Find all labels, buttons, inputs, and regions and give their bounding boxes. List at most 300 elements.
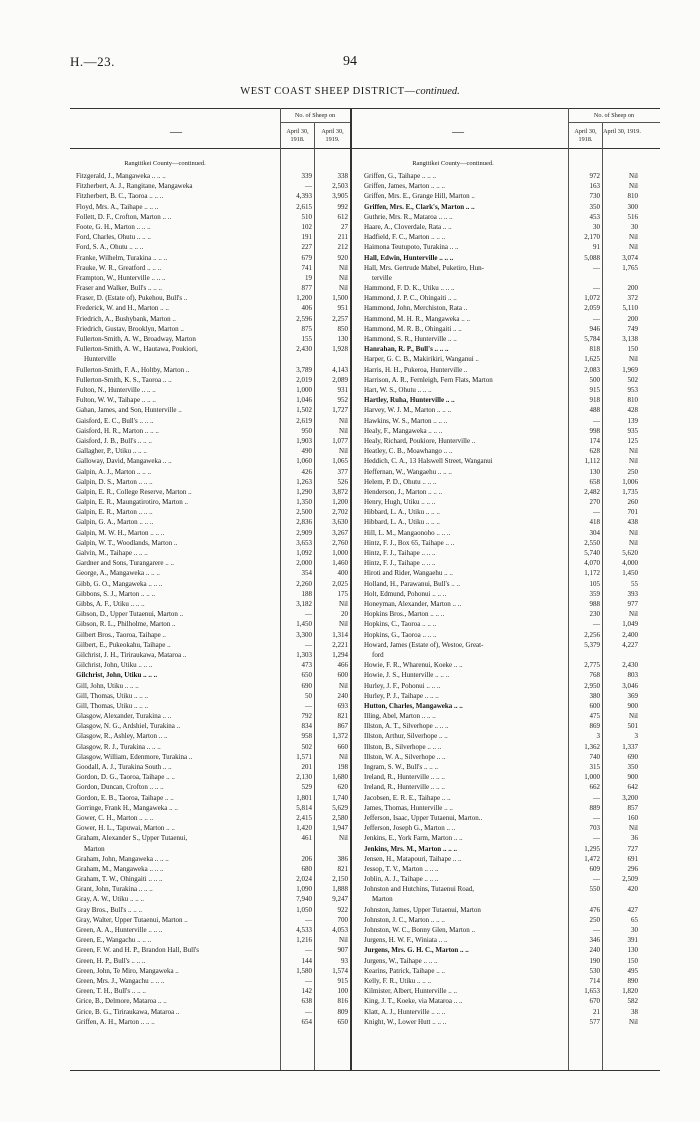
owner-name: Ford, S. A., Ohutu .. .. .. bbox=[76, 243, 144, 252]
sheep-count-1919: 427 bbox=[627, 905, 638, 914]
sheep-count-1918: 5,814 bbox=[296, 803, 312, 812]
sheep-count-1918: 201 bbox=[301, 763, 312, 772]
sheep-count-1919: 620 bbox=[337, 783, 348, 792]
sheep-count-1918: 270 bbox=[589, 498, 600, 507]
sheep-count-1919: 857 bbox=[627, 803, 638, 812]
sheep-count-1919: 2,025 bbox=[332, 579, 348, 588]
owner-name: Gaisford, J. B., Bull's .. .. .. bbox=[76, 436, 152, 445]
sheep-count-1919: 2,580 bbox=[332, 813, 348, 822]
owner-name: Gaisford, E. C., Bull's .. .. .. bbox=[76, 416, 154, 425]
sheep-count-1918: 476 bbox=[589, 905, 600, 914]
sheep-count-1918: 875 bbox=[301, 324, 312, 333]
sheep-count-1918: — bbox=[593, 284, 600, 293]
sheep-count-1918: 818 bbox=[589, 345, 600, 354]
sheep-count-1918: 972 bbox=[589, 172, 600, 180]
sheep-count-1919: 400 bbox=[337, 569, 348, 578]
page-number: 94 bbox=[343, 54, 357, 69]
sheep-count-1919: 150 bbox=[627, 345, 638, 354]
sheep-count-1918: — bbox=[593, 875, 600, 884]
sheep-count-1919: 55 bbox=[631, 579, 638, 588]
owner-name: Honeyman, Alexander, Marton .. .. bbox=[364, 599, 462, 608]
sheep-count-1918: 3,182 bbox=[296, 599, 312, 608]
owner-name: Gray, A. W., Utiku .. .. .. bbox=[76, 895, 144, 904]
owner-name: Graham, T. W., Ohingaiti .. .. .. bbox=[76, 875, 163, 884]
sheep-count-1919: 1,077 bbox=[332, 436, 348, 445]
sheep-count-1918: 2,836 bbox=[296, 518, 312, 527]
owner-name: Hopkins, C., Taoroa .. .. .. bbox=[364, 620, 437, 629]
april-1918-header: April 30, 1918. bbox=[286, 128, 309, 143]
owner-name: Fulton, W. W., Taihape .. .. .. bbox=[76, 396, 156, 405]
sheep-count-1918: 918 bbox=[589, 396, 600, 405]
owner-name: Gilbert Bros., Taoroa, Taihape .. bbox=[76, 630, 166, 639]
sheep-count-1919: 3,872 bbox=[332, 487, 348, 496]
sheep-count-1918: 2,170 bbox=[584, 233, 600, 242]
sheep-count-1918: 4,070 bbox=[584, 559, 600, 568]
sheep-count-1919: 30 bbox=[631, 926, 638, 935]
sheep-count-1919: 1,765 bbox=[622, 263, 638, 272]
sheep-count-1918: 915 bbox=[589, 385, 600, 394]
sheep-count-1918: 1,580 bbox=[296, 966, 312, 975]
owner-name: Jurgens, H. W. F., Winiata .. .. bbox=[364, 936, 448, 945]
sheep-count-1919: 369 bbox=[627, 691, 638, 700]
owner-name: Gilchrist, John, Utiku .. .. .. bbox=[76, 671, 158, 680]
owner-name: Goodall, A. J., Turakina South .. .. bbox=[76, 763, 172, 772]
owner-name: Fitzgerald, J., Mangaweka .. .. .. bbox=[76, 172, 166, 180]
owner-name: Haimona Teutupoto, Turakina .. .. bbox=[364, 243, 459, 252]
owner-name: Healy, Richard, Poukiore, Hunterville .. bbox=[364, 436, 476, 445]
sheep-count-1919: 1,735 bbox=[622, 487, 638, 496]
sheep-count-1918: 1,625 bbox=[584, 355, 600, 364]
sheep-count-1918: 662 bbox=[589, 783, 600, 792]
sheep-count-1919: 93 bbox=[341, 956, 348, 965]
sheep-count-1919: 3,630 bbox=[332, 518, 348, 527]
owner-name: Jurgens, Mrs. G. H. C., Marton .. .. bbox=[364, 946, 469, 955]
sheep-count-1918: 1,303 bbox=[296, 650, 312, 659]
owner-name: Friedrich, A., Bushybank, Marton .. bbox=[76, 314, 176, 323]
sheep-count-1918: 577 bbox=[589, 1017, 600, 1026]
sheep-count-1919: 727 bbox=[627, 844, 638, 853]
sheep-count-1919: 915 bbox=[337, 977, 348, 985]
owner-name: Gaisford, H. R., Marton .. .. .. bbox=[76, 426, 159, 435]
owner-name: Gill, Thomas, Utiku .. .. .. bbox=[76, 701, 149, 710]
sheep-count-1919: 386 bbox=[337, 854, 348, 863]
sheep-count-1919: 701 bbox=[627, 508, 638, 517]
sheep-count-1918: 1,295 bbox=[584, 844, 600, 853]
sheep-count-1918: 2,024 bbox=[296, 875, 312, 884]
sheep-count-1918: — bbox=[305, 977, 312, 985]
sheep-count-1918: 946 bbox=[589, 324, 600, 333]
sheep-count-1919: 4,227 bbox=[622, 640, 638, 649]
owner-name: Graham, John, Mangaweka .. .. .. bbox=[76, 854, 169, 863]
sheep-count-1918: 510 bbox=[301, 212, 312, 221]
sheep-count-1918: — bbox=[593, 508, 600, 517]
sheep-count-1919: 211 bbox=[337, 233, 348, 242]
sheep-count-1918: 1,050 bbox=[296, 905, 312, 914]
owner-name: Gower, C. H., Marton .. .. .. bbox=[76, 813, 154, 822]
sheep-count-1918: 2,260 bbox=[296, 579, 312, 588]
owner-name: Glasgow, R. J., Turakina .. .. .. bbox=[76, 742, 161, 751]
sheep-count-1918: 958 bbox=[301, 732, 312, 741]
sheep-count-1919: Nil bbox=[339, 273, 348, 282]
sheep-count-1919: 1,500 bbox=[332, 294, 348, 303]
sheep-count-1918: 30 bbox=[593, 222, 600, 231]
owner-name: Grice, B. G., Tiriraukawa, Mataroa .. bbox=[76, 1007, 180, 1016]
sheep-count-1919: 2,221 bbox=[332, 640, 348, 649]
sheep-count-1919: 5,629 bbox=[332, 803, 348, 812]
sheep-count-1919: 200 bbox=[627, 284, 638, 293]
sheep-count-1918: 628 bbox=[589, 447, 600, 456]
sheep-count-header: No. of Sheep on bbox=[294, 112, 336, 119]
owner-name: Gibb, G. O., Mangaweka .. .. .. bbox=[76, 579, 163, 588]
sheep-count-1918: 5,088 bbox=[584, 253, 600, 262]
sheep-count-1918: 550 bbox=[589, 885, 600, 894]
sheep-count-1918: 988 bbox=[589, 599, 600, 608]
owner-name: Jenkins, Mrs. M., Marton .. .. .. bbox=[364, 844, 457, 853]
sheep-count-1918: 350 bbox=[589, 202, 600, 211]
owner-name: Gill, Thomas, Utiku .. .. .. bbox=[76, 691, 149, 700]
sheep-count-1919: Nil bbox=[629, 528, 638, 537]
sheep-count-1919: Nil bbox=[339, 834, 348, 843]
sheep-count-1918: — bbox=[305, 915, 312, 924]
owner-name: Helem, P. D., Ohutu .. .. .. bbox=[364, 477, 437, 486]
owner-name: Fullerton-Smith, A. W., Broadway, Marton bbox=[76, 335, 196, 344]
table-header-rule bbox=[70, 148, 660, 149]
sheep-count-1919: 2,503 bbox=[332, 182, 348, 191]
owner-name: Hopkins, G., Taoroa .. .. .. bbox=[364, 630, 437, 639]
owner-name: Fraser and Walker, Bull's .. .. .. bbox=[76, 284, 163, 293]
sheep-count-1918: 1,000 bbox=[584, 773, 600, 782]
owner-name: Haare, A., Cloverdale, Rata .. .. bbox=[364, 222, 452, 231]
owner-name: Green, John, Te Miro, Mangaweka .. bbox=[76, 966, 179, 975]
sheep-count-1919: 1,450 bbox=[622, 569, 638, 578]
owner-name: Hurley, P. J., Taihape .. .. .. bbox=[364, 691, 439, 700]
sheep-count-1918: 1,060 bbox=[296, 457, 312, 466]
sheep-count-1918: 190 bbox=[589, 956, 600, 965]
sheep-count-1918: 869 bbox=[589, 722, 600, 731]
owner-name: Frederick, W. and H., Marton .. .. bbox=[76, 304, 169, 313]
owner-name: Green, E., Wangachu .. .. .. bbox=[76, 936, 152, 945]
owner-name: Jessop, T. V., Marton .. .. .. bbox=[364, 864, 439, 873]
sheep-count-1918: 2,083 bbox=[584, 365, 600, 374]
owner-name: Marton bbox=[84, 844, 105, 853]
sheep-count-1918: 834 bbox=[301, 722, 312, 731]
sheep-count-1919: 650 bbox=[337, 1017, 348, 1026]
sheep-count-1918: 609 bbox=[589, 864, 600, 873]
sheep-count-1919: 139 bbox=[627, 416, 638, 425]
sheep-count-1918: 3,300 bbox=[296, 630, 312, 639]
sheep-count-1918: 105 bbox=[589, 579, 600, 588]
owner-name: Hall, Mrs. Gertrude Mabel, Puketiro, Hun- bbox=[364, 263, 484, 272]
owner-name: Gill, John, Utiku .. .. .. bbox=[76, 681, 139, 690]
sheep-count-1918: 1,362 bbox=[584, 742, 600, 751]
owner-name: Gilbert, E., Pukeokahu, Taihape .. bbox=[76, 640, 171, 649]
section-heading: Rangitikei County—continued. bbox=[124, 160, 206, 167]
sheep-count-1919: Nil bbox=[629, 824, 638, 833]
sheep-count-1918: 1,290 bbox=[296, 487, 312, 496]
sheep-count-1919: 3 bbox=[634, 732, 638, 741]
owner-name: Glasgow, N. G., Ardshiel, Turakina .. bbox=[76, 722, 181, 731]
sheep-count-1919: 1,727 bbox=[332, 406, 348, 415]
sheep-count-1918: 529 bbox=[301, 783, 312, 792]
sheep-count-1919: 438 bbox=[627, 518, 638, 527]
sheep-count-1919: 65 bbox=[631, 915, 638, 924]
owner-name: Johnston, James, Upper Tutaenui, Marton bbox=[364, 905, 481, 914]
owner-name: Gray Bros., Bull's .. .. .. bbox=[76, 905, 143, 914]
sheep-count-1918: 1,046 bbox=[296, 396, 312, 405]
sheep-count-1919: 150 bbox=[627, 956, 638, 965]
owner-name: Floyd, Mrs. A., Taihape .. .. .. bbox=[76, 202, 159, 211]
sheep-count-1918: 2,615 bbox=[296, 202, 312, 211]
sheep-count-1919: 1,314 bbox=[332, 630, 348, 639]
sheep-count-1919: Nil bbox=[629, 172, 638, 180]
sheep-count-1919: 809 bbox=[337, 1007, 348, 1016]
owner-name: Fullerton-Smith, K. S., Taoroa .. .. bbox=[76, 375, 172, 384]
sheep-count-1918: — bbox=[593, 834, 600, 843]
owner-name: Galpin, E. R., Maungatirotiro, Marton .. bbox=[76, 498, 188, 507]
sheep-count-1919: 250 bbox=[627, 467, 638, 476]
sheep-count-1918: 714 bbox=[589, 977, 600, 985]
sheep-count-1918: 1,472 bbox=[584, 854, 600, 863]
sheep-count-1919: 1,888 bbox=[332, 885, 348, 894]
sheep-count-1918: — bbox=[305, 946, 312, 955]
sheep-count-1919: 20 bbox=[341, 610, 348, 619]
sheep-count-1918: 650 bbox=[301, 671, 312, 680]
sheep-count-1918: 2,000 bbox=[296, 559, 312, 568]
sheep-count-1918: 2,775 bbox=[584, 661, 600, 670]
owner-name: Fulton, N., Hunterville .. .. .. bbox=[76, 385, 156, 394]
sheep-count-1919: Nil bbox=[339, 620, 348, 629]
sheep-count-1919: 198 bbox=[337, 763, 348, 772]
sheep-count-1918: — bbox=[305, 640, 312, 649]
sheep-count-1919: 350 bbox=[627, 763, 638, 772]
owner-name: Frampton, W., Hunterville .. .. .. bbox=[76, 273, 166, 282]
owner-name: Illston, B., Silverhope .. .. .. bbox=[364, 742, 442, 751]
owner-name: Hammond, M. R. B., Ohingaiti .. .. bbox=[364, 324, 462, 333]
owner-name: Henderson, J., Marton .. .. .. bbox=[364, 487, 443, 496]
sheep-count-1919: Nil bbox=[339, 416, 348, 425]
sheep-count-1918: — bbox=[593, 620, 600, 629]
owner-name: Griffen, G., Taihape .. .. .. bbox=[364, 172, 436, 180]
sheep-count-1918: 768 bbox=[589, 671, 600, 680]
sheep-count-1919: 9,247 bbox=[332, 895, 348, 904]
sheep-count-1919: Nil bbox=[629, 1017, 638, 1026]
sheep-count-1919: Nil bbox=[629, 355, 638, 364]
sheep-count-1918: 339 bbox=[301, 172, 312, 180]
owner-name: Griffen, Mrs. E., Clark's, Marton .. .. bbox=[364, 202, 475, 211]
owner-name: Klatt, A. J., Hunterville .. .. .. bbox=[364, 1007, 446, 1016]
sheep-count-1919: 900 bbox=[627, 701, 638, 710]
sheep-count-1919: Nil bbox=[339, 284, 348, 293]
sheep-count-1919: 803 bbox=[627, 671, 638, 680]
column-divider bbox=[602, 122, 603, 1070]
sheep-count-1918: 227 bbox=[301, 243, 312, 252]
owner-name: Hibbard, L. A., Utiku .. .. .. bbox=[364, 518, 440, 527]
sheep-count-1919: Nil bbox=[629, 182, 638, 191]
owner-name: Follett, D. F., Crofton, Marton .. .. bbox=[76, 212, 172, 221]
sheep-count-1918: 91 bbox=[593, 243, 600, 252]
owner-name: Gordon, E. B., Taoroa, Taihape .. .. bbox=[76, 793, 174, 802]
column-divider bbox=[314, 122, 315, 1070]
sheep-count-1918: 1,072 bbox=[584, 294, 600, 303]
owner-name: Green, H. P., Bull's .. .. .. bbox=[76, 956, 146, 965]
sheep-count-1918: 359 bbox=[589, 589, 600, 598]
sheep-count-1919: 1,294 bbox=[332, 650, 348, 659]
sheep-count-1918: 488 bbox=[589, 406, 600, 415]
owner-name: Hibbard, L. A., Utiku .. .. .. bbox=[364, 508, 440, 517]
sheep-count-1918: 889 bbox=[589, 803, 600, 812]
sheep-count-1918: 406 bbox=[301, 304, 312, 313]
sheep-count-1919: 3,267 bbox=[332, 528, 348, 537]
sheep-count-1919: 495 bbox=[627, 966, 638, 975]
sheep-count-1918: 426 bbox=[301, 467, 312, 476]
sheep-count-1919: 300 bbox=[627, 202, 638, 211]
sheep-count-header: No. of Sheep on bbox=[593, 112, 635, 119]
sheep-count-1918: 679 bbox=[301, 253, 312, 262]
sheep-count-1919: 3,074 bbox=[622, 253, 638, 262]
sheep-count-1919: 1,006 bbox=[622, 477, 638, 486]
sheep-count-1918: 2,950 bbox=[584, 681, 600, 690]
sheep-count-1919: 810 bbox=[627, 396, 638, 405]
sheep-count-1919: 900 bbox=[627, 773, 638, 782]
sheep-count-1918: 354 bbox=[301, 569, 312, 578]
sheep-count-1919: 907 bbox=[337, 946, 348, 955]
sheep-count-1918: 2,019 bbox=[296, 375, 312, 384]
sheep-count-1919: Nil bbox=[339, 752, 348, 761]
sheep-count-1919: Nil bbox=[339, 447, 348, 456]
subheader-rule bbox=[568, 122, 660, 123]
sheep-count-1918: 188 bbox=[301, 589, 312, 598]
sheep-count-1918: 453 bbox=[589, 212, 600, 221]
sheep-count-1919: 1,200 bbox=[332, 498, 348, 507]
table-top-rule bbox=[70, 108, 660, 109]
sheep-count-1918: 4,393 bbox=[296, 192, 312, 201]
sheep-count-1918: 1,092 bbox=[296, 549, 312, 558]
sheep-count-1919: 1,049 bbox=[622, 620, 638, 629]
owner-name: Galpin, W. T., Woodlands, Marton .. bbox=[76, 538, 178, 547]
owner-name: Guthrie, Mrs. R., Mataroa .. .. .. bbox=[364, 212, 453, 221]
sheep-count-1919: 212 bbox=[337, 243, 348, 252]
owner-name: Galpin, A. J., Marton .. .. .. bbox=[76, 467, 152, 476]
owner-name: Ingram, S. W., Bull's .. .. .. bbox=[364, 763, 438, 772]
sheep-count-1919: 582 bbox=[627, 997, 638, 1006]
owner-name: Green, T. H., Bull's .. .. .. bbox=[76, 987, 146, 996]
owner-name: Foote, G. H., Marton .. .. .. bbox=[76, 222, 151, 231]
owner-name: Glasgow, Alexander, Turakina .. .. bbox=[76, 712, 172, 721]
sheep-count-1918: 475 bbox=[589, 712, 600, 721]
sheep-count-1918: 250 bbox=[589, 915, 600, 924]
sheep-count-1919: 1,969 bbox=[622, 365, 638, 374]
sheep-count-1918: 1,000 bbox=[296, 385, 312, 394]
owner-name: Hartley, Ruha, Hunterville .. .. bbox=[364, 396, 455, 405]
owner-name: Fitzherbert, A. J., Rangitane, Mangaweka bbox=[76, 182, 193, 191]
owner-name: Hammond, M. H. R., Mangaweka .. .. bbox=[364, 314, 470, 323]
owner-name: Marton bbox=[372, 895, 393, 904]
sheep-count-1918: 1,420 bbox=[296, 824, 312, 833]
sheep-count-1918: 19 bbox=[305, 273, 312, 282]
sheep-count-1919: 391 bbox=[627, 936, 638, 945]
owner-name: Hopkins Bros., Marton .. .. .. bbox=[364, 610, 445, 619]
april-1918-header: April 30, 1918. bbox=[574, 128, 597, 143]
center-divider bbox=[350, 108, 352, 1070]
owner-name: Howie, F. R., Wharenui, Koeke .. .. bbox=[364, 661, 463, 670]
sheep-count-1919: 502 bbox=[627, 375, 638, 384]
sheep-count-1918: 380 bbox=[589, 691, 600, 700]
sheep-count-1918: — bbox=[305, 1007, 312, 1016]
owner-name: Griffen, James, Marton .. .. .. bbox=[364, 182, 445, 191]
owner-name: Johnston and Hutchins, Tutaenui Road, bbox=[364, 885, 475, 894]
owner-name: Gordon, Duncan, Crofton .. .. .. bbox=[76, 783, 164, 792]
owner-name: Harris, H. H., Pukeroa, Hunterville .. bbox=[364, 365, 468, 374]
sheep-count-1919: 160 bbox=[627, 813, 638, 822]
sheep-count-1919: 690 bbox=[627, 752, 638, 761]
sheep-count-1918: 3 bbox=[596, 732, 600, 741]
sheep-count-1919: Nil bbox=[339, 426, 348, 435]
sheep-count-1919: 1,460 bbox=[332, 559, 348, 568]
owner-name: Galpin, M. W. H., Marton .. .. .. bbox=[76, 528, 165, 537]
sheep-count-1918: — bbox=[305, 610, 312, 619]
sheep-count-1918: 346 bbox=[589, 936, 600, 945]
sheep-count-1919: 2,089 bbox=[332, 375, 348, 384]
sheep-count-1919: 2,760 bbox=[332, 538, 348, 547]
owner-name: Griffen, Mrs. E., Grange Hill, Marton .. bbox=[364, 192, 475, 201]
owner-name: terville bbox=[372, 273, 392, 282]
owner-name: Fullerton-Smith, F. A., Holtby, Marton .. bbox=[76, 365, 190, 374]
sheep-count-1918: 1,502 bbox=[296, 406, 312, 415]
owner-name: Ireland, R., Hunterville .. .. .. bbox=[364, 783, 445, 792]
sheep-count-1918: 1,172 bbox=[584, 569, 600, 578]
owner-name: Graham, M., Mangaweka .. .. .. bbox=[76, 864, 164, 873]
owner-name: Harper, G. C. B., Makirikiri, Wanganui .. bbox=[364, 355, 479, 364]
owner-name: Howie, J. S., Hunterville .. .. .. bbox=[364, 671, 450, 680]
sheep-count-1919: 3,138 bbox=[622, 335, 638, 344]
owner-name: Glasgow, R., Ashley, Marton .. .. bbox=[76, 732, 168, 741]
sheep-count-1919: 200 bbox=[627, 314, 638, 323]
owner-name: Green, F. W. and H. P., Brandon Hall, Bull's bbox=[76, 946, 200, 955]
sheep-count-1919: Nil bbox=[629, 243, 638, 252]
sheep-count-1919: 1,000 bbox=[332, 549, 348, 558]
owner-name: Kearins, Patrick, Taihape .. .. bbox=[364, 966, 446, 975]
sheep-count-1918: 1,112 bbox=[584, 457, 600, 466]
owner-name: Heffernan, W., Wangaehu .. .. .. bbox=[364, 467, 452, 476]
owner-name: Healy, F., Mangaweka .. .. .. bbox=[364, 426, 443, 435]
owner-name: Fullerton-Smith, A. W., Hautawa, Poukiori, bbox=[76, 345, 198, 354]
owner-name: Hart, W. S., Ohutu .. .. .. bbox=[364, 385, 432, 394]
sheep-count-1918: — bbox=[305, 182, 312, 191]
sheep-count-1919: Nil bbox=[339, 599, 348, 608]
owner-name: Gordon, D. G., Taoroa, Taihape .. .. bbox=[76, 773, 175, 782]
april-1919-header: April 30, 1919. bbox=[321, 128, 344, 143]
owner-name: Hadfield, F. C., Marton .. .. .. bbox=[364, 233, 446, 242]
owner-name: James, Thomas, Hunterville .. .. bbox=[364, 803, 453, 812]
owner-name: Illston, A. T., Silverhope .. .. .. bbox=[364, 722, 449, 731]
sheep-count-1918: 2,500 bbox=[296, 508, 312, 517]
owner-name: Fitzherbert, B. C., Taoroa .. .. .. bbox=[76, 192, 164, 201]
sheep-count-1918: 130 bbox=[589, 467, 600, 476]
owner-name: Galpin, D. S., Marton .. .. .. bbox=[76, 477, 153, 486]
sheep-count-1919: 821 bbox=[337, 712, 348, 721]
sheep-count-1918: 473 bbox=[301, 661, 312, 670]
sheep-count-1918: 2,482 bbox=[584, 487, 600, 496]
sheep-count-1918: 740 bbox=[589, 752, 600, 761]
owner-name: Gibbs, A. F., Utiku .. .. .. bbox=[76, 599, 145, 608]
owner-name: Graham, Alexander S., Upper Tutaenui, bbox=[76, 834, 188, 843]
sheep-count-1918: 2,430 bbox=[296, 345, 312, 354]
sheep-count-1919: 2,400 bbox=[622, 630, 638, 639]
sheep-count-1918: 1,571 bbox=[296, 752, 312, 761]
owner-name: Heatley, C. B., Moawhango .. .. bbox=[364, 447, 453, 456]
name-column-header: — bbox=[452, 124, 464, 138]
owner-name: Jenkins, E., York Farm, Marton .. .. bbox=[364, 834, 463, 843]
